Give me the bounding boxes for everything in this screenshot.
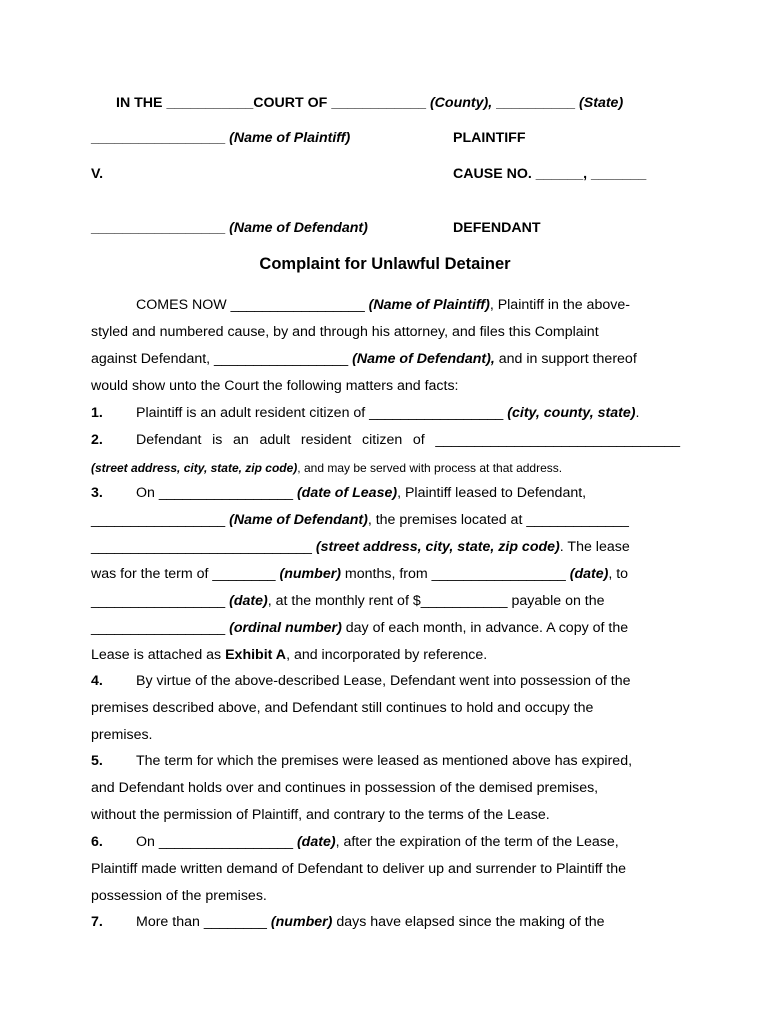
paragraph-number-3: 3. [91,485,103,501]
intro-line-2: styled and numbered cause, by and through his attorney, and files this Complaint [91,324,599,340]
county-blank: ____________ [331,95,426,111]
paragraph-text: , the premises located at _____________ [367,512,629,528]
ordinal-number-placeholder: (ordinal number) [229,620,342,636]
paragraph-1 [136,404,681,422]
paragraph-text: , and incorporated by reference. [286,647,488,663]
paragraph-number-4: 4. [91,673,103,689]
paragraph-text: , Plaintiff leased to Defendant, [397,485,587,501]
paragraph-text: On _________________ [136,834,297,850]
court-name-blank: ___________ [166,95,254,111]
cause-no-comma: , [583,166,588,182]
paragraph-text: More than ________ [136,914,271,930]
paragraph-text: _________________ [91,593,230,609]
paragraph-2-line-1: Defendant is an adult resident citizen of _______________________________ [136,432,680,448]
court-of-label: COURT OF [253,95,328,111]
plaintiff-name-blank: _________________ [91,130,226,146]
paragraph-6-line-1 [136,833,681,851]
paragraph-2-line-2 [91,459,681,477]
court-line [116,94,706,112]
paragraph-text: Lease is attached as [91,647,226,663]
paragraph-text: months, from _________________ [340,566,570,582]
document-title: Complaint for Unlawful Detainer [259,255,511,273]
versus-label: V. [91,166,104,182]
intro-text: , Plaintiff in the above- [489,297,630,313]
date-placeholder: (date) [229,593,268,609]
paragraph-3-line-5 [91,592,681,610]
cause-no-label: CAUSE NO. [453,166,532,182]
state-blank: __________ [496,95,576,111]
paragraph-number-2: 2. [91,432,103,448]
paragraph-text: , to [608,566,629,582]
paragraph-text: _________________ [91,620,230,636]
in-the-label: IN THE [116,95,163,111]
plaintiff-name-placeholder: (Name of Plaintiff) [229,130,351,146]
number-placeholder: (number) [270,914,333,930]
state-placeholder: (State) [579,95,624,111]
exhibit-a-label: Exhibit A [225,647,287,663]
plaintiff-role-label: PLAINTIFF [453,130,526,146]
lease-date-placeholder: (date of Lease) [296,485,398,501]
paragraph-text: . The lease [559,539,630,555]
paragraph-4-line-1: By virtue of the above-described Lease, Defendant went into possession of the [136,673,631,689]
paragraph-7-line-1 [136,913,681,931]
defendant-name-blank: _________________ [91,220,226,236]
number-placeholder: (number) [279,566,341,582]
paragraph-3-line-6 [91,619,681,637]
paragraph-text: . [635,405,640,421]
paragraph-text: On _________________ [136,485,297,501]
city-county-state-placeholder: (city, county, state) [507,405,636,421]
paragraph-text: was for the term of ________ [91,566,280,582]
paragraph-text: _________________ [91,512,230,528]
paragraph-text: , after the expiration of the term of the Lease, [335,834,619,850]
date-placeholder: (date) [569,566,609,582]
cause-number-line [453,165,683,183]
date-placeholder: (date) [296,834,336,850]
defendant-name-placeholder: (Name of Defendant), [352,351,495,367]
paragraph-number-7: 7. [91,914,103,930]
address-placeholder: (street address, city, state, zip code) [91,461,298,475]
paragraph-number-6: 6. [91,834,103,850]
cause-no-blank-1: ______ [535,166,584,182]
paragraph-number-1: 1. [91,405,103,421]
paragraph-6-line-2: Plaintiff made written demand of Defendant to deliver up and surrender to Plaintiff the [91,861,626,877]
intro-line-4: would show unto the Court the following matters and facts: [91,378,459,394]
paragraph-4-line-3: premises. [91,727,153,743]
paragraph-5-line-3: without the permission of Plaintiff, and contrary to the terms of the Lease. [91,807,550,823]
paragraph-3-line-2 [91,511,681,529]
paragraph-text: Plaintiff is an adult resident citizen of _________________ [136,405,508,421]
paragraph-number-5: 5. [91,753,103,769]
paragraph-3-line-3 [91,538,681,556]
intro-text: COMES NOW _________________ [136,297,369,313]
intro-text: and in support thereof [494,351,637,367]
paragraph-text: days have elapsed since the making of the [332,914,605,930]
defendant-role-label: DEFENDANT [453,220,541,236]
county-placeholder: (County), [429,95,493,111]
plaintiff-name-placeholder: (Name of Plaintiff) [368,297,490,313]
intro-line-3 [91,350,681,368]
paragraph-text: , at the monthly rent of $___________ payable on the [267,593,605,609]
paragraph-5-line-1: The term for which the premises were leased as mentioned above has expired, [136,753,633,769]
paragraph-3-line-4 [91,565,681,583]
paragraph-6-line-3: possession of the premises. [91,888,267,904]
address-placeholder: (street address, city, state, zip code) [315,539,560,555]
paragraph-text: ____________________________ [91,539,316,555]
paragraph-5-line-2: and Defendant holds over and continues in possession of the demised premises, [91,780,599,796]
intro-line-1 [136,296,681,314]
cause-no-blank-2: _______ [591,166,647,182]
paragraph-text: day of each month, in advance. A copy of the [341,620,629,636]
paragraph-4-line-2: premises described above, and Defendant still continues to hold and occupy the [91,700,594,716]
defendant-name-placeholder: (Name of Defendant) [229,512,368,528]
intro-text: against Defendant, _________________ [91,351,353,367]
paragraph-3-line-7 [91,646,681,664]
paragraph-3-line-1 [136,484,681,502]
paragraph-text: , and may be served with process at that address. [297,461,563,475]
defendant-name-placeholder: (Name of Defendant) [229,220,368,236]
